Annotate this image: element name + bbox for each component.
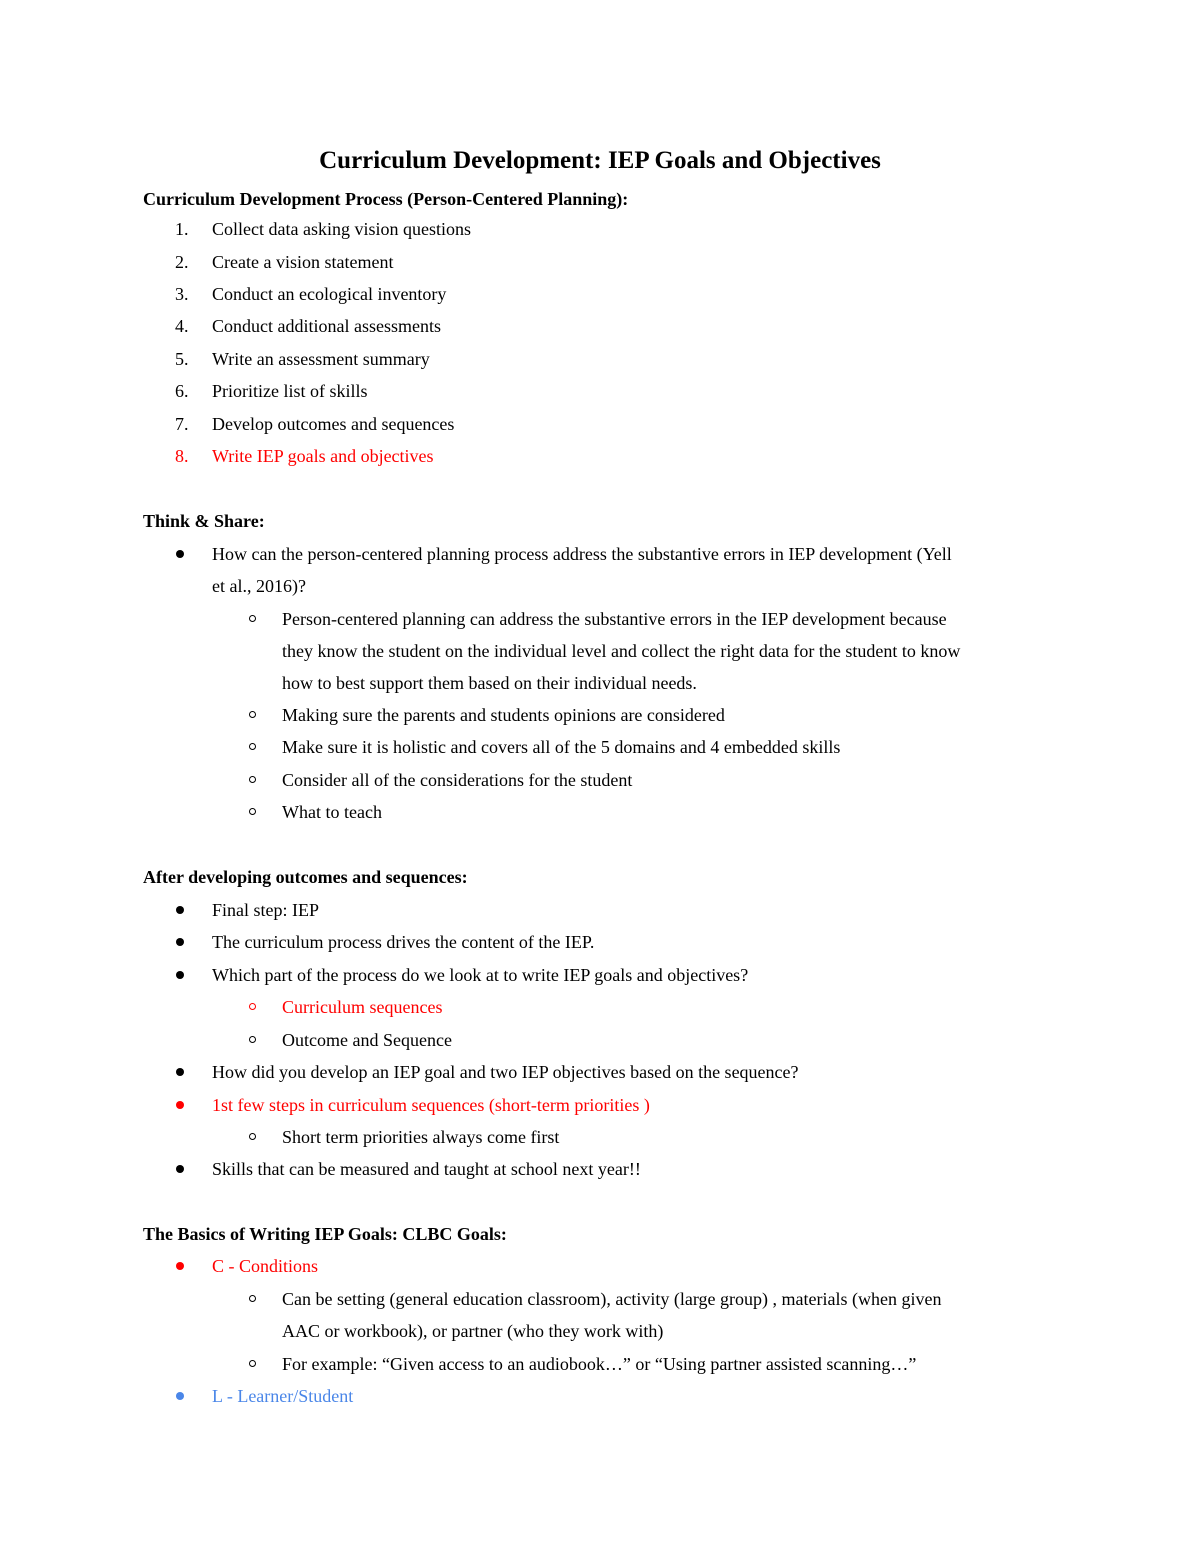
bullet-disc-icon [176, 1101, 184, 1109]
sub-list-item-text: Curriculum sequences [282, 997, 443, 1017]
list-item-text: The curriculum process drives the content of the IEP. [212, 932, 595, 952]
list-item-text: 1st few steps in curriculum sequences (short-term priorities ) [212, 1095, 650, 1115]
list-item-text: How can the person-centered planning process address the substantive errors in IEP development (Yell [212, 544, 952, 564]
step-text: Create a vision statement [212, 252, 394, 272]
sub-list-item-text: Short term priorities always come first [282, 1127, 560, 1147]
list-item-text: How did you develop an IEP goal and two IEP objectives based on the sequence? [212, 1062, 799, 1082]
bullet-circle-icon [249, 743, 256, 750]
bullet-disc-icon [176, 1262, 184, 1270]
list-item-text: Final step: IEP [212, 900, 319, 920]
bullet-circle-icon [249, 1036, 256, 1043]
bullet-circle-icon [249, 1360, 256, 1367]
sub-list-item-text: Make sure it is holistic and covers all of the 5 domains and 4 embedded skills [282, 737, 841, 757]
sub-list-item-text: they know the student on the individual level and collect the right data for the student to know [282, 641, 961, 661]
list-item-text: Which part of the process do we look at to write IEP goals and objectives? [212, 965, 749, 985]
bullet-disc-icon [176, 1165, 184, 1173]
sub-list-item-text: What to teach [282, 802, 382, 822]
bullet-disc-icon [176, 906, 184, 914]
after-heading: After developing outcomes and sequences: [143, 867, 468, 887]
sub-list-item-text: Outcome and Sequence [282, 1030, 452, 1050]
process-heading: Curriculum Development Process (Person-Centered Planning): [143, 189, 629, 209]
sub-list-item-text: AAC or workbook), or partner (who they work with) [282, 1321, 664, 1341]
step-text: Develop outcomes and sequences [212, 414, 455, 434]
bullet-circle-icon [249, 615, 256, 622]
list-item-text: et al., 2016)? [212, 576, 306, 596]
step-number: 5. [175, 349, 189, 369]
step-text: Write an assessment summary [212, 349, 430, 369]
step-text: Write IEP goals and objectives [212, 446, 434, 466]
step-text: Collect data asking vision questions [212, 219, 471, 239]
step-number: 3. [175, 284, 189, 304]
bullet-circle-icon [249, 1133, 256, 1140]
step-number: 4. [175, 316, 189, 336]
bullet-disc-icon [176, 1392, 184, 1400]
bullet-disc-icon [176, 938, 184, 946]
step-number: 7. [175, 414, 189, 434]
list-item-text: Skills that can be measured and taught at school next year!! [212, 1159, 641, 1179]
bullet-circle-icon [249, 776, 256, 783]
step-text: Conduct an ecological inventory [212, 284, 447, 304]
list-item-text: L - Learner/Student [212, 1386, 354, 1406]
think-share-heading: Think & Share: [143, 511, 265, 531]
step-text: Conduct additional assessments [212, 316, 441, 336]
bullet-circle-icon [249, 1003, 256, 1010]
list-item-text: C - Conditions [212, 1256, 319, 1276]
bullet-circle-icon [249, 1295, 256, 1302]
basics-heading: The Basics of Writing IEP Goals: CLBC Goals: [143, 1224, 507, 1244]
sub-list-item-text: For example: “Given access to an audiobook…” or “Using partner assisted scanning…” [282, 1354, 917, 1374]
bullet-circle-icon [249, 808, 256, 815]
sub-list-item-text: Can be setting (general education classroom), activity (large group) , materials (when given [282, 1289, 942, 1309]
step-number: 2. [175, 252, 189, 272]
bullet-disc-icon [176, 971, 184, 979]
sub-list-item-text: Person-centered planning can address the substantive errors in the IEP development because [282, 609, 947, 629]
bullet-circle-icon [249, 711, 256, 718]
bullet-disc-icon [176, 550, 184, 558]
step-number: 1. [175, 219, 189, 239]
sub-list-item-text: how to best support them based on their individual needs. [282, 673, 697, 693]
sub-list-item-text: Making sure the parents and students opinions are considered [282, 705, 725, 725]
document-title: Curriculum Development: IEP Goals and Objectives [319, 147, 881, 174]
step-number: 6. [175, 381, 189, 401]
step-text: Prioritize list of skills [212, 381, 368, 401]
bullet-disc-icon [176, 1068, 184, 1076]
sub-list-item-text: Consider all of the considerations for the student [282, 770, 633, 790]
step-number: 8. [175, 446, 189, 466]
